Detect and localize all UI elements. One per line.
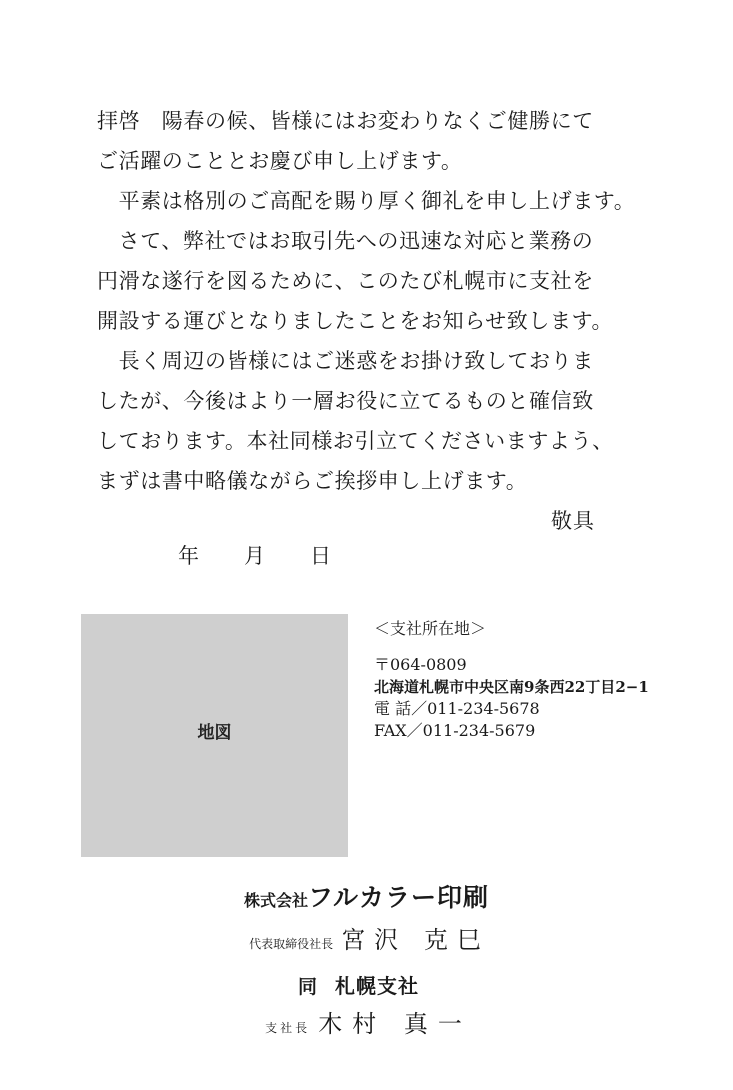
map-placeholder — [81, 614, 348, 857]
company-line — [0, 878, 733, 920]
map-label: 地図 — [197, 723, 232, 743]
representative-title: 代表取締役社長 — [249, 937, 334, 951]
letter-line: まずは書中略儀ながらご挨拶申し上げます。 — [97, 469, 528, 493]
manager-title: 支社長 — [265, 1021, 311, 1035]
letter-body — [97, 101, 657, 501]
street-address: 北海道札幌市中央区南9条西22丁目2−1 — [374, 678, 649, 696]
branch-line — [0, 970, 733, 1004]
branch-address — [374, 618, 649, 742]
manager-name: 木村 真一 — [318, 1010, 472, 1038]
letter-line: しております。本社同様お引立てくださいますよう、 — [97, 429, 614, 453]
fax-number: FAX／011-234-5679 — [374, 721, 536, 740]
letter-line: したが、今後はより一層お役に立てるものと確信致 — [97, 389, 594, 413]
company-prefix: 株式会社 — [243, 891, 308, 910]
letter-line: ご活躍のこととお慶び申し上げます。 — [97, 149, 463, 173]
date-day: 日 — [310, 544, 331, 568]
letter-line: さて、弊社ではお取引先への迅速な対応と業務の — [97, 229, 594, 253]
letter-line: 長く周辺の皆様にはご迷惑をお掛け致しておりま — [97, 349, 594, 373]
address-heading: ＜支社所在地＞ — [374, 619, 487, 638]
letter-line: 拝啓 陽春の候、皆様にはお変わりなくご健勝にて — [97, 109, 594, 133]
branch-name: 札幌支社 — [335, 974, 419, 998]
letter-line: 円滑な遂行を図るために、このたび札幌市に支社を — [97, 269, 594, 293]
company-name: フルカラー印刷 — [308, 883, 490, 912]
date-year: 年 — [178, 544, 199, 568]
letter-line: 開設する運びとなりましたことをお知らせ致します。 — [97, 309, 614, 333]
letter-line: 平素は格別のご高配を賜り厚く御礼を申し上げます。 — [97, 189, 636, 213]
date-month: 月 — [244, 544, 265, 568]
closing-phrase: 敬具 — [551, 509, 595, 533]
phone-number: 電 話／011-234-5678 — [374, 699, 540, 718]
representative-line — [6, 920, 733, 964]
branch-same-mark: 同 — [297, 976, 317, 998]
signature-block — [0, 878, 733, 1044]
representative-name: 宮沢 克巳 — [341, 926, 490, 954]
manager-line — [4, 1004, 733, 1044]
postal-code: 〒064-0809 — [374, 655, 467, 674]
